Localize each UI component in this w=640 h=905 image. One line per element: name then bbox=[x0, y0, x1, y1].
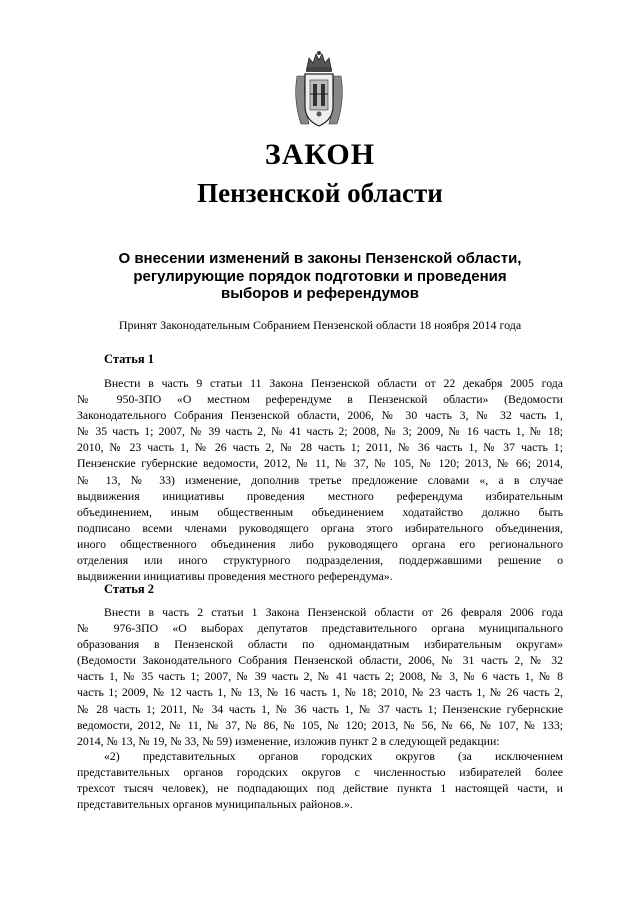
text-line: «2) представительных органов городских округов (за исключением bbox=[104, 749, 563, 763]
text-line: (Ведомости Законодательного Собрания Пензенской области, 2006, № 31 часть 2, № 32 bbox=[77, 653, 563, 668]
adoption-note: Принят Законодательным Собранием Пензенской области 18 ноября 2014 года bbox=[118, 318, 522, 332]
text-line: образования в Пензенской области по одномандатным избирательным округам» bbox=[77, 637, 563, 652]
text-line: представительных органов муниципальных районов.». bbox=[77, 797, 353, 812]
text-line: 2010, № 23 часть 1, № 26 часть 2, № 28 часть 1; 2011, № 36 часть 1, № 37 часть 1; bbox=[77, 440, 563, 455]
text-line: иного общественного объединения либо руководящего органа его регионального bbox=[77, 536, 563, 551]
text-line: объединением, иным общественным объединением ходатайство должно быть bbox=[77, 504, 563, 519]
text-line: отделения или иного структурного подразделения, поддержавшими решение о bbox=[77, 553, 563, 568]
text-line: Внести в часть 9 статьи 11 Закона Пензенской области от 22 декабря 2005 года bbox=[104, 376, 563, 390]
law-subtitle bbox=[0, 250, 640, 303]
article-1-text bbox=[77, 375, 563, 584]
text-line: представительных органов городских округов с численностью избирателей более bbox=[77, 765, 563, 780]
text-line: Внести в часть 2 статьи 1 Закона Пензенской области от 26 февраля 2006 года bbox=[104, 605, 563, 619]
text-line: выдвижении инициативы проведения местного референдума». bbox=[77, 569, 393, 584]
text-line: часть 1; 2009, № 12 часть 1, № 13, № 16 часть 1, № 18; 2010, № 23 часть 1, № 26 часть 2, bbox=[77, 685, 563, 700]
document-region: Пензенской области bbox=[197, 178, 443, 208]
penza-coat-of-arms-icon bbox=[291, 50, 347, 128]
article-2-quote bbox=[77, 748, 563, 812]
subtitle-line: выборов и референдумов bbox=[220, 285, 420, 302]
text-line: ведомости, 2012, № 11, № 37, № 86, № 105, № 120; 2013, № 56, № 66, № 107, № 133; bbox=[77, 717, 563, 732]
text-line: № 950-ЗПО «О местном референдуме в Пензенской области» (Ведомости bbox=[77, 392, 563, 407]
text-line: № 13, № 33) изменение, дополнив третье предложение словами «, а в случае bbox=[77, 472, 563, 487]
article-2-text bbox=[77, 604, 563, 749]
subtitle-line: регулирующие порядок подготовки и проведения bbox=[133, 267, 507, 285]
text-line: 2014, № 13, № 19, № 33, № 59) изменение, изложив пункт 2 в следующей редакции: bbox=[77, 733, 500, 748]
document-title: ЗАКОН bbox=[264, 138, 376, 171]
text-line: Пензенские губернские ведомости, 2012, № 11, № 37, № 105, № 120; 2013, № 66; 2014, bbox=[77, 456, 563, 471]
text-line: № 976-ЗПО «О выборах депутатов представительного органа муниципального bbox=[77, 621, 563, 636]
text-line: выдвижения инициативы проведения местного референдума избирательным bbox=[77, 488, 563, 503]
text-line: Законодательного Собрания Пензенской области, 2006, № 30 часть 3, № 32 часть 1, bbox=[77, 408, 563, 423]
text-line: № 28 часть 1; 2011, № 34 часть 1, № 36 часть 1, № 37 часть 1; Пензенские губернские bbox=[77, 701, 563, 716]
text-line: часть 1, № 35 часть 1; 2007, № 39 часть 2, № 41 часть 2; 2008, № 3, № 6 часть 1, № 8 bbox=[77, 669, 563, 684]
text-line: подписано всеми членами руководящего органа этого избирательного объединения, bbox=[77, 520, 563, 535]
subtitle-line: О внесении изменений в законы Пензенской области, bbox=[118, 250, 522, 267]
text-line: № 35 часть 1; 2007, № 39 часть 2, № 41 часть 2; 2008, № 3; 2009, № 16 часть 1, № 18; bbox=[77, 424, 563, 439]
article-2-heading: Статья 2 bbox=[104, 582, 154, 596]
text-line: трехсот тысяч человек), не подпадающих под действие пункта 1 настоящей части, и bbox=[77, 781, 563, 796]
article-1-heading: Статья 1 bbox=[104, 352, 154, 366]
